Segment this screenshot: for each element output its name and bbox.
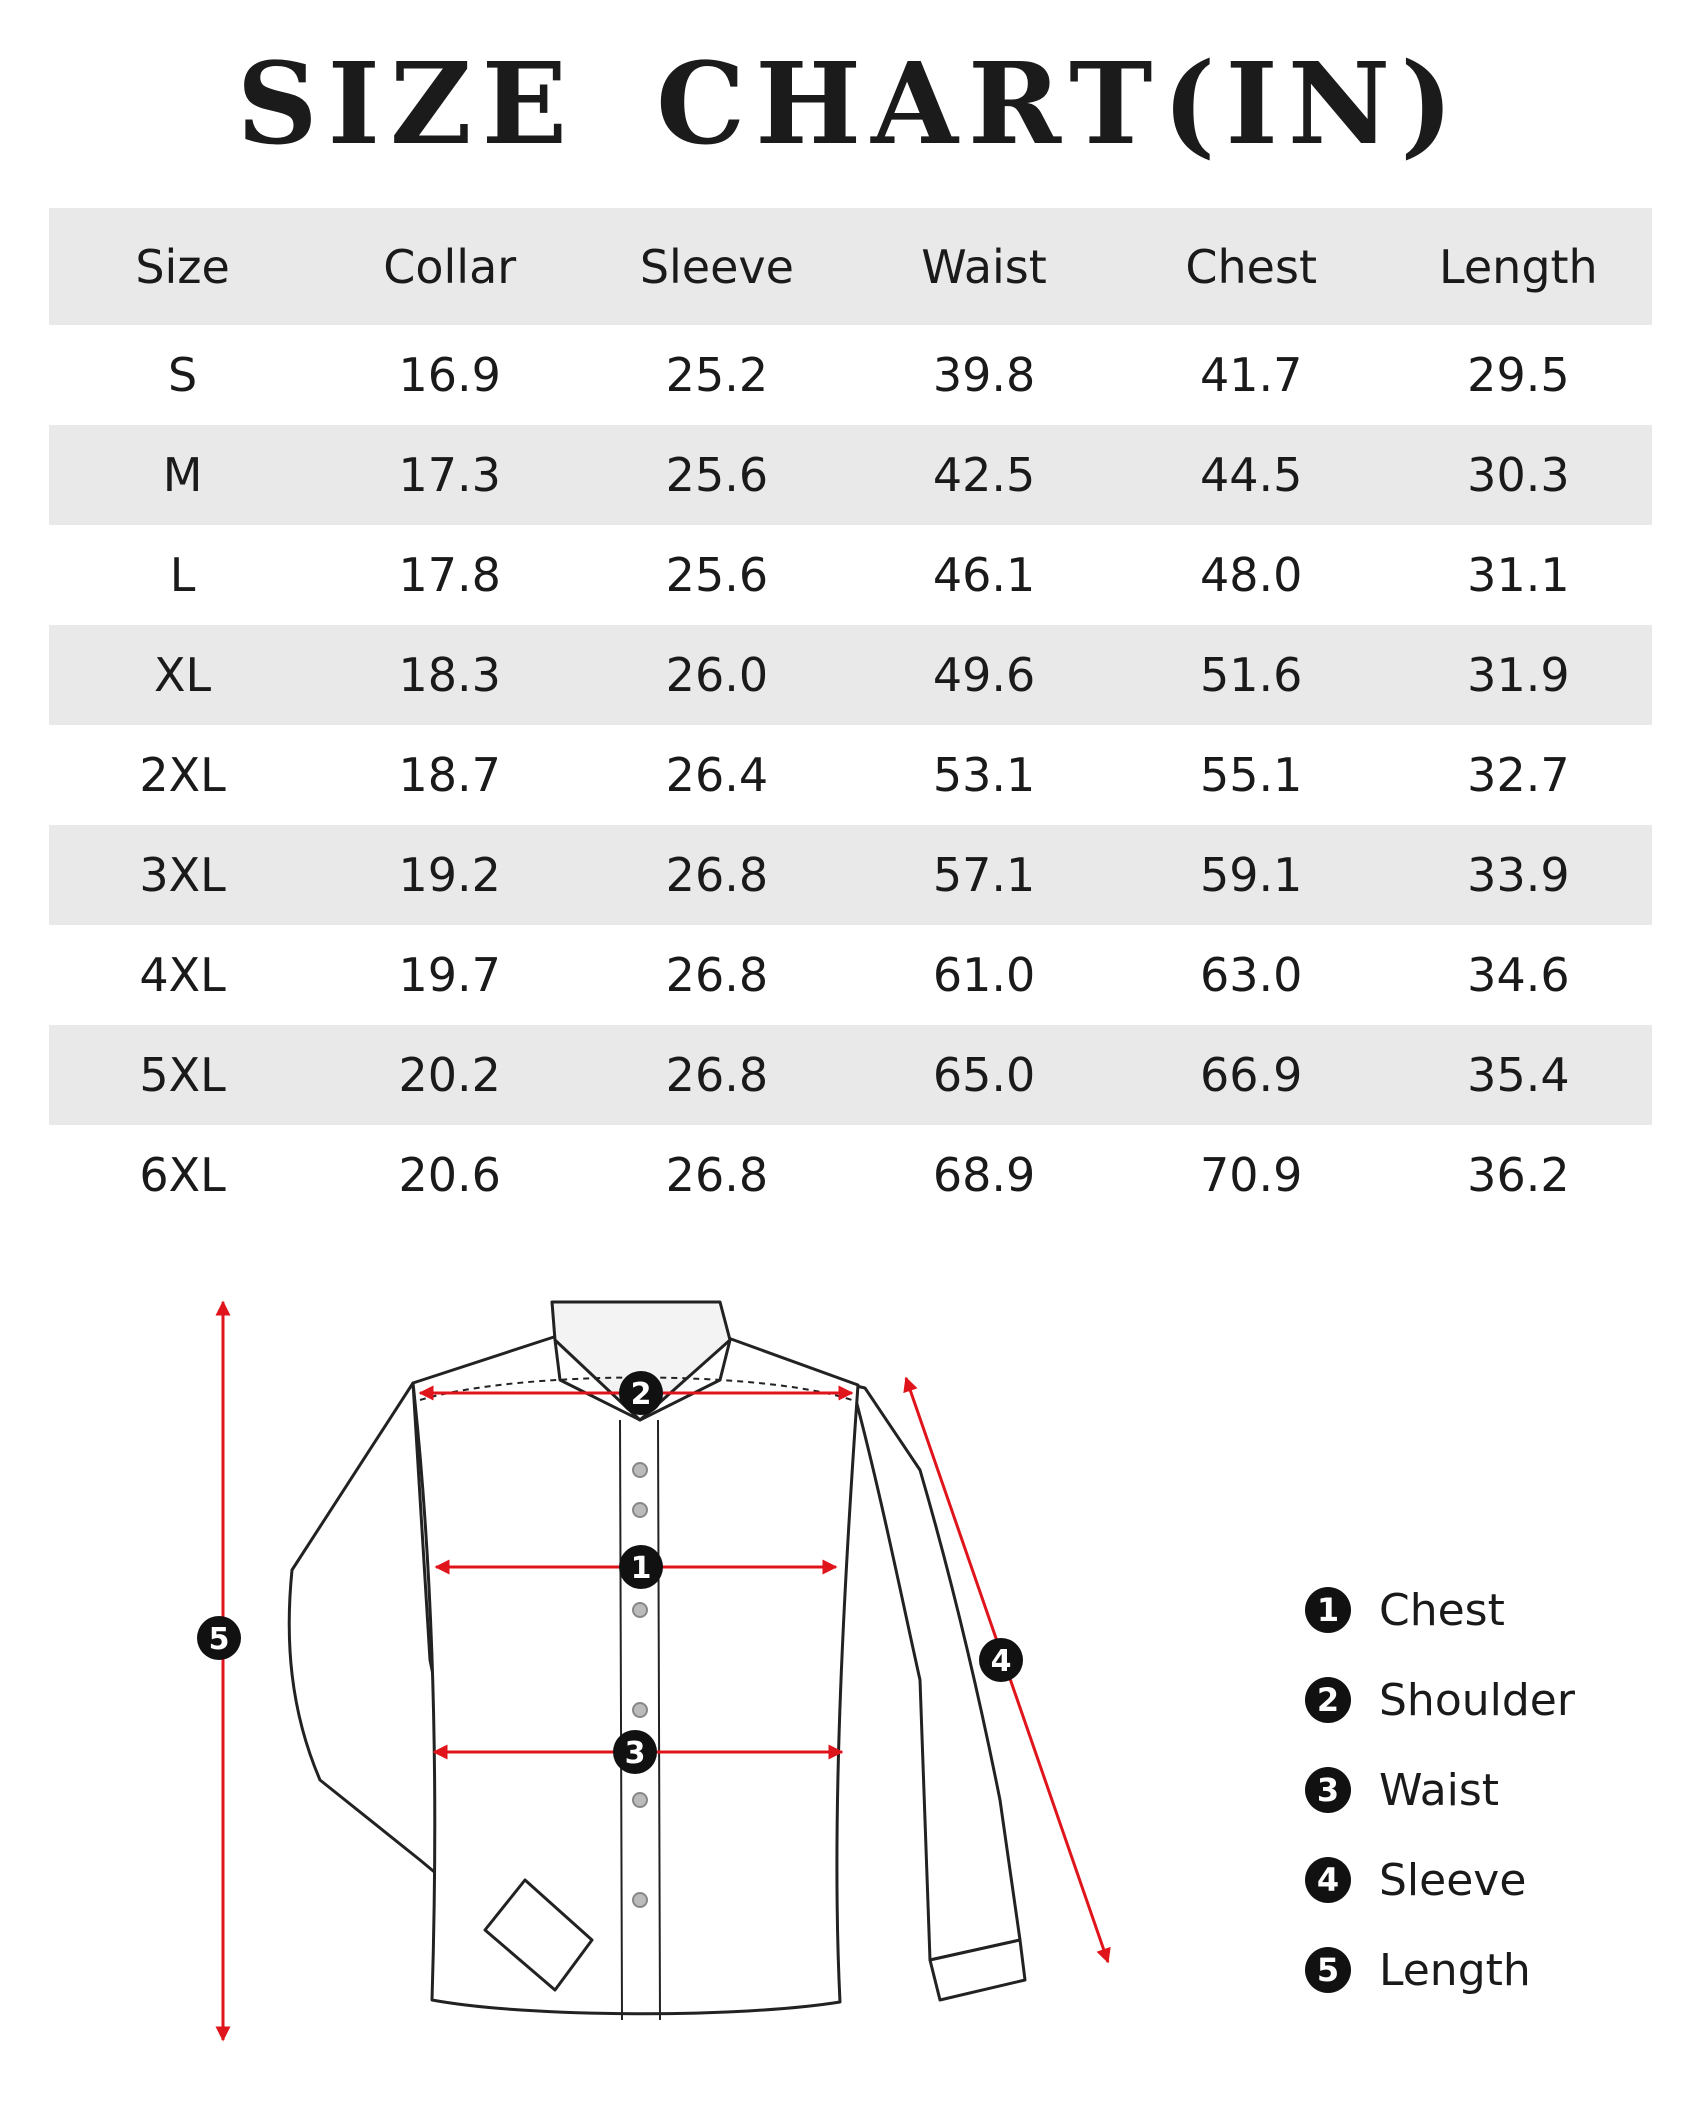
cell-waist: 49.6: [932, 648, 1036, 702]
legend-label: Chest: [1379, 1584, 1505, 1636]
legend-item-sleeve: [1305, 1835, 1685, 1925]
legend-item-length: [1305, 1925, 1685, 2015]
cell-collar: 16.9: [398, 348, 501, 402]
cell-chest: 41.7: [1199, 348, 1303, 402]
table-row: [49, 1025, 1652, 1125]
cell-length: 29.5: [1467, 348, 1570, 402]
legend-number: 1: [1305, 1587, 1351, 1633]
legend-number: 4: [1305, 1857, 1351, 1903]
cell-waist: 46.1: [932, 548, 1036, 602]
cell-chest: 59.1: [1199, 848, 1303, 902]
header-sleeve: Sleeve: [639, 239, 794, 294]
cell-length: 31.1: [1467, 548, 1570, 602]
table-row: [49, 525, 1652, 625]
cell-sleeve: 26.8: [665, 1048, 769, 1102]
cell-waist: 61.0: [932, 948, 1036, 1002]
table-row: [49, 725, 1652, 825]
shirt-illustration: [289, 1302, 1025, 2020]
cell-waist: 57.1: [932, 848, 1036, 902]
table-body: [49, 325, 1652, 1225]
cell-chest: 51.6: [1199, 648, 1303, 702]
cell-collar: 19.7: [398, 948, 501, 1002]
cell-waist: 42.5: [932, 448, 1036, 502]
table-row: [49, 925, 1652, 1025]
cell-chest: 44.5: [1199, 448, 1303, 502]
legend-label: Length: [1379, 1944, 1531, 1996]
cell-length: 32.7: [1467, 748, 1570, 802]
header-waist: Waist: [921, 239, 1047, 294]
cell-collar: 17.3: [398, 448, 501, 502]
header-collar: Collar: [383, 239, 517, 294]
chest-marker: [619, 1545, 663, 1589]
cell-size: 4XL: [139, 948, 226, 1002]
table-row: [49, 1125, 1652, 1225]
legend-label: Sleeve: [1379, 1854, 1527, 1906]
cell-size: M: [162, 448, 203, 502]
cell-chest: 55.1: [1199, 748, 1303, 802]
cell-sleeve: 26.8: [665, 848, 769, 902]
svg-text:4: 4: [990, 1644, 1012, 1679]
cell-chest: 63.0: [1199, 948, 1303, 1002]
legend-label: Shoulder: [1379, 1674, 1575, 1726]
size-table: [49, 208, 1652, 1225]
table-header-row: [49, 208, 1652, 325]
cell-collar: 17.8: [398, 548, 501, 602]
cell-waist: 65.0: [932, 1048, 1036, 1102]
legend-label: Waist: [1379, 1764, 1500, 1816]
cell-collar: 18.3: [398, 648, 501, 702]
cell-length: 33.9: [1467, 848, 1570, 902]
svg-text:3: 3: [624, 1736, 646, 1771]
waist-marker: [613, 1730, 657, 1774]
cell-chest: 66.9: [1199, 1048, 1303, 1102]
legend-number: 2: [1305, 1677, 1351, 1723]
table-row: [49, 325, 1652, 425]
cell-size: 6XL: [139, 1148, 226, 1202]
cell-length: 35.4: [1467, 1048, 1570, 1102]
legend-number: 5: [1305, 1947, 1351, 1993]
cell-size: S: [167, 348, 198, 402]
length-marker: [197, 1616, 241, 1660]
cell-sleeve: 26.0: [665, 648, 769, 702]
legend-item-waist: [1305, 1745, 1685, 1835]
cell-length: 31.9: [1467, 648, 1570, 702]
cell-waist: 53.1: [932, 748, 1036, 802]
shoulder-marker: [619, 1371, 663, 1415]
cell-size: 2XL: [139, 748, 226, 802]
header-chest: Chest: [1185, 239, 1317, 294]
legend-item-chest: [1305, 1565, 1685, 1655]
cell-length: 30.3: [1467, 448, 1570, 502]
measurement-legend: [1305, 1565, 1685, 2015]
header-size: Size: [135, 239, 230, 294]
cell-size: XL: [154, 648, 212, 702]
cell-sleeve: 25.2: [665, 348, 769, 402]
cell-size: 5XL: [139, 1048, 226, 1102]
cell-size: 3XL: [139, 848, 226, 902]
table-row: [49, 825, 1652, 925]
table-row: [49, 425, 1652, 525]
cell-waist: 39.8: [932, 348, 1036, 402]
sleeve-marker: [979, 1638, 1023, 1682]
legend-number: 3: [1305, 1767, 1351, 1813]
cell-waist: 68.9: [932, 1148, 1036, 1202]
cell-sleeve: 26.4: [665, 748, 769, 802]
cell-collar: 20.2: [398, 1048, 501, 1102]
header-length: Length: [1439, 239, 1598, 294]
cell-size: L: [169, 548, 196, 602]
cell-length: 36.2: [1467, 1148, 1570, 1202]
page-title: SIZE CHART(IN): [236, 39, 1464, 170]
cell-chest: 48.0: [1199, 548, 1303, 602]
cell-sleeve: 25.6: [665, 448, 769, 502]
cell-sleeve: 25.6: [665, 548, 769, 602]
cell-length: 34.6: [1467, 948, 1570, 1002]
svg-text:2: 2: [630, 1377, 652, 1412]
cell-collar: 18.7: [398, 748, 501, 802]
cell-collar: 19.2: [398, 848, 501, 902]
cell-sleeve: 26.8: [665, 1148, 769, 1202]
svg-text:1: 1: [630, 1551, 652, 1586]
cell-chest: 70.9: [1199, 1148, 1303, 1202]
legend-item-shoulder: [1305, 1655, 1685, 1745]
svg-text:5: 5: [208, 1622, 230, 1657]
cell-sleeve: 26.8: [665, 948, 769, 1002]
cell-collar: 20.6: [398, 1148, 501, 1202]
table-row: [49, 625, 1652, 725]
